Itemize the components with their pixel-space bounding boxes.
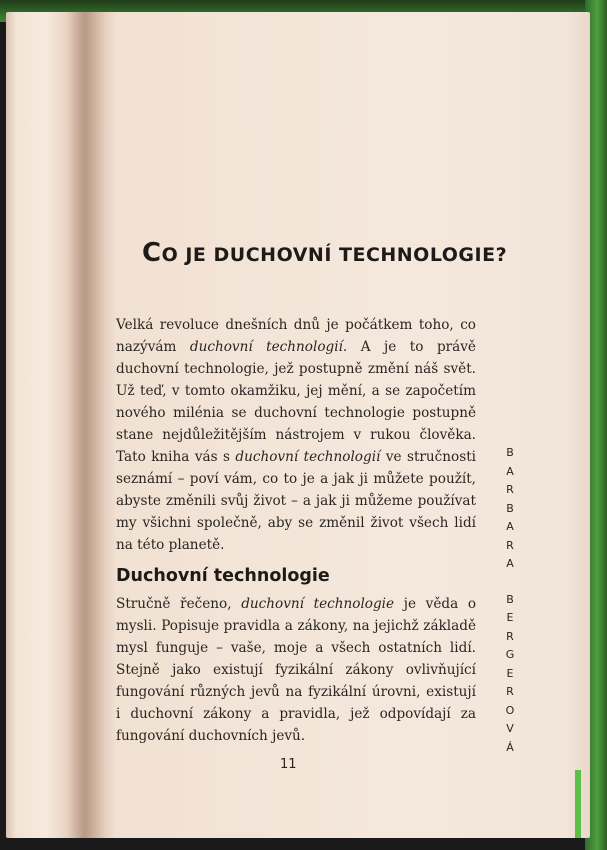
- author-letter: B: [506, 592, 514, 606]
- author-letter: A: [506, 464, 514, 478]
- author-letter: R: [506, 538, 514, 552]
- italic-run: duchovní technologií: [235, 449, 381, 465]
- author-letter: A: [506, 520, 514, 533]
- text-run: A je to právě duchovní technologie, jež postupně změní náš svět. Už teď, v tomto okamžiku, jej mění, a se započetím nového milénia se duchovní technologie postupně stane nejdůležitějším nástrojem v rukou člověka. Tato kniha vás s: [116, 339, 476, 465]
- text-run: ve stručnosti seznámí – poví vám, co to je a jak ji můžete použít, abyste změnili svůj život – a jak ji můžeme používat my všichni společně, aby se změnil život všech lidí na této planetě.: [116, 449, 477, 553]
- author-vertical: [498, 444, 522, 757]
- author-letter: V: [506, 722, 514, 735]
- text-run: Stručně řečeno,: [116, 596, 242, 612]
- paragraph-section: [116, 593, 476, 747]
- author-letter: R: [506, 685, 514, 698]
- page-number: 11: [280, 757, 297, 772]
- author-letter: G: [505, 648, 515, 661]
- italic-run: duchovní technologie: [241, 596, 395, 612]
- author-letter: E: [506, 611, 514, 624]
- bookmark-ribbon: [575, 770, 581, 838]
- paragraph-intro: [116, 314, 476, 556]
- author-letter: B: [506, 446, 514, 459]
- author-letter: Á: [506, 740, 514, 754]
- chapter-title-initial: C: [142, 238, 162, 268]
- author-letter: E: [506, 666, 514, 680]
- author-letter: B: [506, 501, 514, 515]
- chapter-title-rest: O JE DUCHOVNÍ TECHNOLOGIE?: [161, 244, 508, 266]
- text-run: je věda o mysli. Popisuje pravidla a zákony, na jejichž základě mysl funguje – vaše, moje a všech ostatních lidí. Stejně jako existují fyzikální zákony ovlivňující fungování různých jevů na fyzikální úrovni, existují i duchovní zákony a pravidla, jež odpovídají za fungování duchovních jevů.: [116, 596, 477, 744]
- chapter-title: [142, 238, 508, 268]
- author-letter: R: [506, 483, 514, 496]
- italic-run: duchovní technologií.: [189, 339, 348, 355]
- author-letter: R: [506, 629, 514, 643]
- text-run: Velká revoluce dnešních dnů je počátkem toho, co nazývám: [116, 317, 476, 355]
- author-letter: O: [505, 703, 515, 717]
- section-title: Duchovní technologie: [116, 566, 330, 586]
- author-letter: A: [506, 557, 514, 570]
- gutter-shadow: [66, 12, 106, 838]
